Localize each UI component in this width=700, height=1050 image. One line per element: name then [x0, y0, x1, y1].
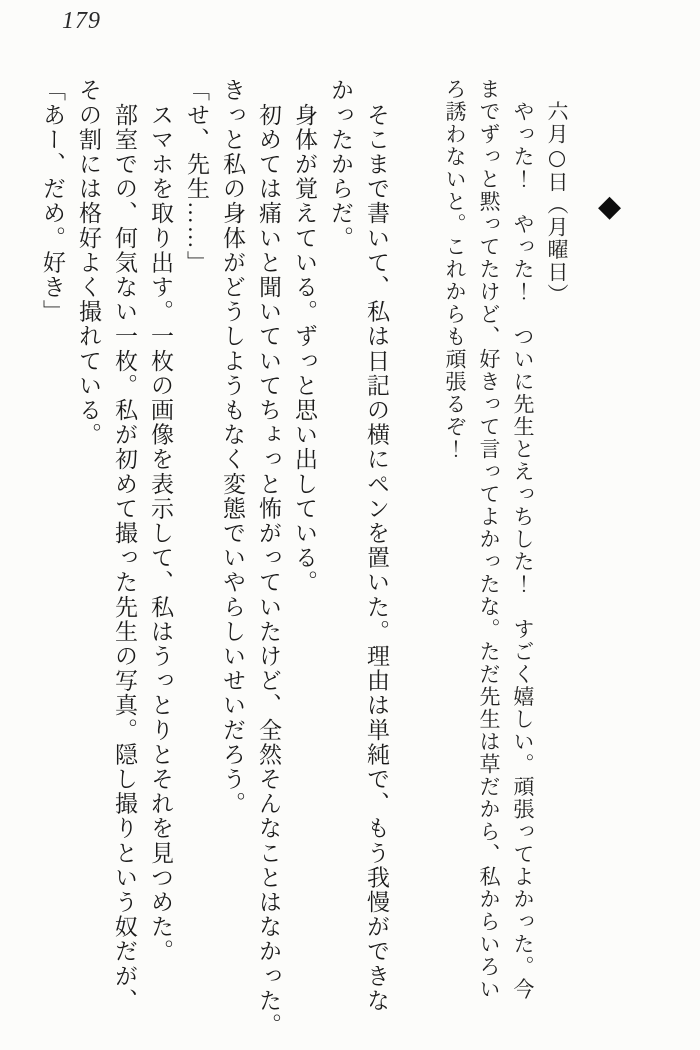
body-line: かったからだ。: [328, 78, 353, 251]
body-line: そこまで書いて、私は日記の横にペンを置いた。理由は単純で、もう我慢ができな: [364, 78, 389, 1013]
section-divider-diamond-icon: ◆: [598, 189, 622, 224]
diary-line-date: 六月○日（月曜日）: [545, 78, 569, 306]
body-line: 部室での、何気ない一枚。私が初めて撮った先生の写真。隠し撮りという奴だが、: [112, 78, 137, 1013]
body-line-dialogue: 「あー、だめ。好き」: [40, 78, 65, 324]
diary-line: までずっと黙ってたけど、好きって言ってよかったな。ただ先生は草だから、私からいろい: [477, 78, 501, 1001]
body-line: きっと私の身体がどうしようもなく変態でいやらしいせいだろう。: [220, 78, 245, 816]
page-number: 179: [62, 8, 101, 34]
diary-line: やった！ やった！ ついに先生とえっちした！ すごく嬉しい。頑張ってよかった。今: [511, 78, 535, 1001]
body-line: スマホを取り出す。一枚の画像を表示して、私はうっとりとそれを見つめた。: [148, 78, 173, 964]
body-line: その割には格好よく撮れている。: [76, 78, 101, 447]
body-line-dialogue: 「せ、先生……」: [184, 78, 209, 275]
body-line: 身体が覚えている。ずっと思い出している。: [292, 78, 317, 595]
body-line: 初めては痛いと聞いていてちょっと怖がっていたけど、全然そんなことはなかった。: [256, 78, 281, 1038]
diary-line: ろ誘わないと。これからも頑張るぞ！: [443, 78, 467, 461]
